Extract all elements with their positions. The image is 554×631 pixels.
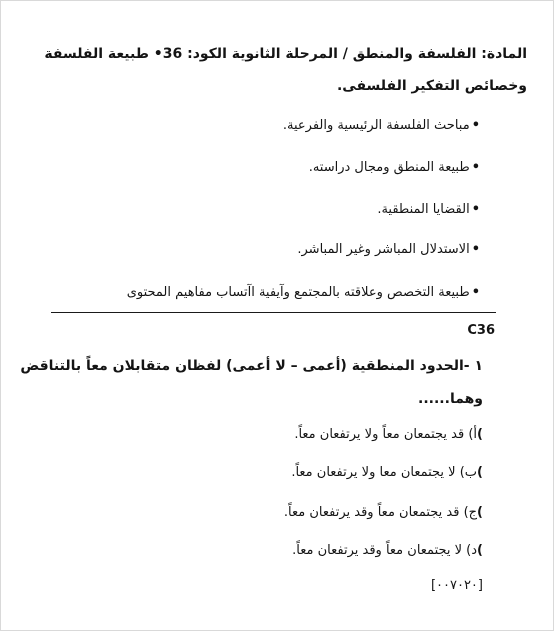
topic-text: طبيعة المنطق ومجال دراسته. bbox=[308, 160, 470, 175]
bullet-icon: • bbox=[471, 242, 480, 257]
topic-item bbox=[309, 159, 480, 177]
question-line-1: ١ -الحدود المنطقية (أعمى – لا أعمى) لفظان متقابلان معاً بالتناقض bbox=[20, 358, 483, 374]
question-line-2: وهما...... bbox=[418, 391, 483, 407]
topic-text: القضايا المنطقية. bbox=[377, 202, 470, 217]
topic-item bbox=[377, 201, 480, 219]
answer-option bbox=[284, 504, 483, 522]
bullet-icon: • bbox=[471, 285, 480, 300]
option-bracket: ) bbox=[477, 465, 483, 480]
bullet-icon: • bbox=[471, 202, 480, 217]
option-bracket: ) bbox=[477, 543, 483, 558]
bullet-icon: • bbox=[471, 160, 480, 175]
option-bracket: ) bbox=[477, 427, 483, 442]
section-divider bbox=[51, 312, 496, 313]
answer-option bbox=[291, 464, 483, 482]
header-line-2: وخصائص التفكير الفلسفى. bbox=[336, 78, 527, 94]
answer-option bbox=[292, 542, 483, 560]
option-text: ب) لا يجتمعان معا ولا يرتفعان معاً. bbox=[291, 465, 478, 480]
option-text: ج) قد يجتمعان معاً وقد يرتفعان معاً. bbox=[283, 505, 478, 520]
topic-text: مباحث الفلسفة الرئيسية والفرعية. bbox=[282, 118, 470, 133]
topic-item bbox=[127, 284, 480, 302]
topic-text: الاستدلال المباشر وغير المباشر. bbox=[297, 242, 470, 257]
topic-item bbox=[283, 117, 480, 135]
topic-item bbox=[297, 241, 480, 259]
option-text: د) لا يجتمعان معاً وقد يرتفعان معاً. bbox=[292, 543, 478, 558]
option-bracket: ) bbox=[477, 505, 483, 520]
bullet-icon: • bbox=[471, 118, 480, 133]
answer-code: [٠٠٧٠٢٠] bbox=[430, 578, 483, 593]
option-text: أ) قد يجتمعان معاً ولا يرتفعان معاً. bbox=[294, 427, 478, 442]
answer-option bbox=[294, 426, 483, 444]
section-code: C36 bbox=[467, 323, 495, 338]
header-line-1: المادة: الفلسفة والمنطق / المرحلة الثانوية الكود: 36• طبيعة الفلسفة bbox=[44, 46, 527, 62]
topic-text: طبيعة التخصص وعلاقته بالمجتمع وآيفية اآتساب مفاهيم المحتوى bbox=[126, 285, 470, 300]
